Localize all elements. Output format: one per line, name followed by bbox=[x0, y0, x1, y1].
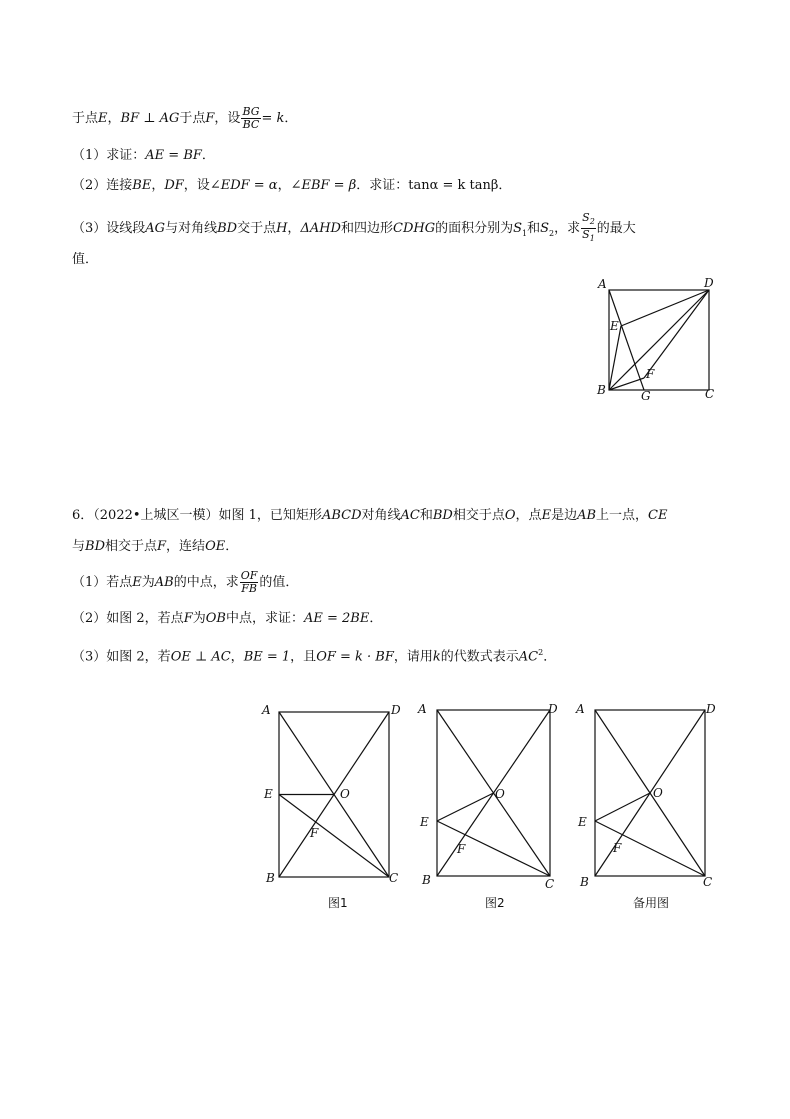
fig2-label-b: B bbox=[422, 873, 431, 887]
p5-diagonal-bd bbox=[609, 290, 709, 390]
fig2-segment-ce bbox=[437, 821, 550, 876]
fig2-segment-oe bbox=[437, 793, 494, 821]
p5-label-f: F bbox=[646, 367, 655, 381]
p5-label-b: B bbox=[597, 383, 606, 397]
p5-question-3: （3）设线段AG与对角线BD交于点H，ΔAHD和四边形CDHG的面积分别为$S_1$和$S_2$，求 $\frac{S_2}{S_1}$ 的最大 bbox=[72, 211, 636, 244]
fig2-label-o: O bbox=[495, 787, 505, 801]
p5-figure-square bbox=[590, 272, 725, 404]
fraction-of-fb: $\frac{OF}{FB}$ bbox=[240, 569, 258, 595]
backup-segment-oe bbox=[595, 793, 650, 821]
p5-label-e: E bbox=[610, 319, 619, 333]
p5-segment-ag bbox=[609, 290, 644, 390]
p5-question-3-tail: 值． bbox=[72, 252, 99, 267]
p6-question-1: （1）若点E为AB的中点，求 $\frac{OF}{FB}$ 的值． bbox=[72, 569, 299, 595]
p6-question-3: （3）如图 2，若OE ⊥ AC，BE = 1，且OF = k · BF，请用k的代数式表示$AC^2$． bbox=[72, 648, 557, 665]
fig1-segment-ce bbox=[279, 795, 389, 878]
fraction-s2-s1: $\frac{S_2}{S_1}$ bbox=[582, 211, 595, 244]
fig1-label-e: E bbox=[264, 787, 273, 801]
p5-label-g: G bbox=[641, 389, 651, 403]
fig1-label-o: O bbox=[340, 787, 350, 801]
fig1-label-b: B bbox=[266, 871, 275, 885]
p6-header-line: 6．（2022•上城区一模）如图 1，已知矩形ABCD对角线AC和BD相交于点O，点E是边AB上一点，CE bbox=[72, 508, 668, 523]
backup-label-b: B bbox=[580, 875, 589, 889]
fig2-label-a: A bbox=[418, 702, 427, 716]
p5-question-2: （2）连接BE，DF，设∠EDF = α，∠EBF = β．求证：tanα = k tanβ． bbox=[72, 178, 512, 193]
backup-label-d: D bbox=[706, 702, 716, 716]
p5-label-d: D bbox=[704, 276, 714, 290]
backup-label-f: F bbox=[613, 841, 622, 855]
backup-segment-ce bbox=[595, 821, 705, 876]
fig2-label-c: C bbox=[545, 877, 555, 890]
p5-label-c: C bbox=[705, 387, 715, 401]
fraction-bg-bc: $\frac{BG}{BC}$ bbox=[242, 105, 260, 131]
p5-label-a: A bbox=[598, 277, 607, 291]
fig2-label-e: E bbox=[420, 815, 429, 829]
fig2-caption: 图2 bbox=[485, 896, 505, 910]
p6-figure-backup bbox=[573, 700, 723, 890]
p6-header-line-2: 与BD相交于点F，连结OE． bbox=[72, 539, 239, 554]
p5-intro-line: 于点E，BF ⊥ AG于点F，设 $\frac{BG}{BC}$ = k． bbox=[72, 105, 298, 131]
backup-label-o: O bbox=[653, 786, 663, 800]
fig1-label-d: D bbox=[391, 703, 401, 717]
backup-caption: 备用图 bbox=[633, 896, 670, 910]
fig1-label-f: F bbox=[310, 826, 319, 840]
fig2-label-d: D bbox=[548, 702, 558, 716]
p6-figure-2 bbox=[415, 700, 565, 890]
p6-question-2: （2）如图 2，若点F为OB中点，求证：AE = 2BE． bbox=[72, 611, 383, 626]
backup-label-c: C bbox=[703, 875, 713, 889]
p5-question-1: （1）求证：AE = BF． bbox=[72, 148, 215, 163]
fig1-label-a: A bbox=[262, 703, 271, 717]
fig1-caption: 图1 bbox=[328, 896, 348, 910]
fig2-label-f: F bbox=[457, 842, 466, 856]
p6-figure-1 bbox=[258, 700, 408, 890]
backup-label-a: A bbox=[576, 702, 585, 716]
fig1-label-c: C bbox=[389, 871, 399, 885]
backup-label-e: E bbox=[578, 815, 587, 829]
